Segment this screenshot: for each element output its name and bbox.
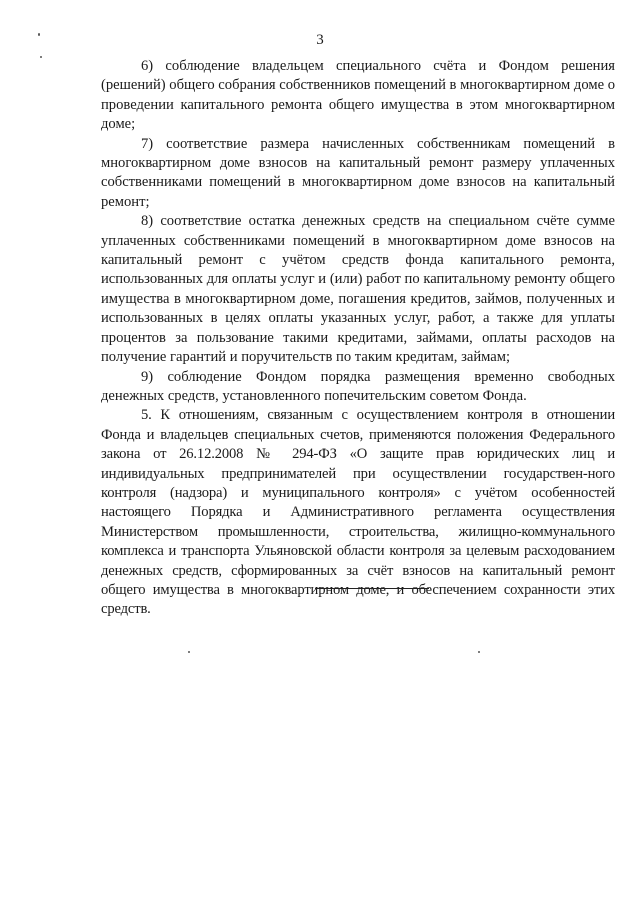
paragraph-section-5: 5. К отношениям, связанным с осуществлением контроля в отношении Фонда и владельцев специальных счетов, применяются положения Федерального закона от 26.12.2008 № 294-ФЗ «О защите прав юридических лиц и индивидуальных предпринимателей при осуществлении государствен-ного контроля (надзора) и муниципального контроля» с учётом особенностей настоящего Порядка и Административного регламента осуществления Министерством промышленности, строительства, жилищно-коммунального комплекса и транспорта Ульяновской области контроля за целевым расходованием денежных средств, сформированных за счёт взносов на капитальный ремонт общего имущества в многоквартирном доме, и обеспечением сохранности этих средств. <box>101 407 615 618</box>
end-of-document-rule <box>315 588 429 589</box>
page-number: 3 <box>316 32 324 48</box>
scan-speck <box>40 56 42 58</box>
paragraph-item-7: 7) соответствие размера начисленных собственникам помещений в многоквартирном доме взносов на капитальный ремонт размеру уплаченных собственниками помещений в многоквартирном доме взносов на капитальный ремонт; <box>101 135 615 210</box>
paragraph-item-6: 6) соблюдение владельцем специального счёта и Фондом решения (решений) общего собрания собственников помещений в многоквартирном доме о проведении капитального ремонта общего имущества в этом многоквартирном доме; <box>101 58 616 133</box>
scan-speck <box>188 651 190 653</box>
scan-speck <box>38 33 40 36</box>
paragraph-item-8: 8) соответствие остатка денежных средств на специальном счёте сумме уплаченных собственниками помещений в многоквартирном доме взносов на капитальный ремонт с учётом средств фонда капитального ремонта, использованных для оплаты услуг и (или) работ по капитальному ремонту общего имущества в многоквартирном доме, погашения кредитов, займов, полученных и использованных в целях оплаты указанных услуг, работ, а также для уплаты процентов за пользование такими кредитами, займами, оплаты расходов на получение гарантий и поручительств по таким кредитам, займам; <box>101 213 615 366</box>
scan-speck <box>478 651 480 653</box>
document-body <box>101 57 615 620</box>
paragraph-item-9: 9) соблюдение Фондом порядка размещения временно свободных денежных средств, установленного попечительским советом Фонда. <box>101 368 615 404</box>
